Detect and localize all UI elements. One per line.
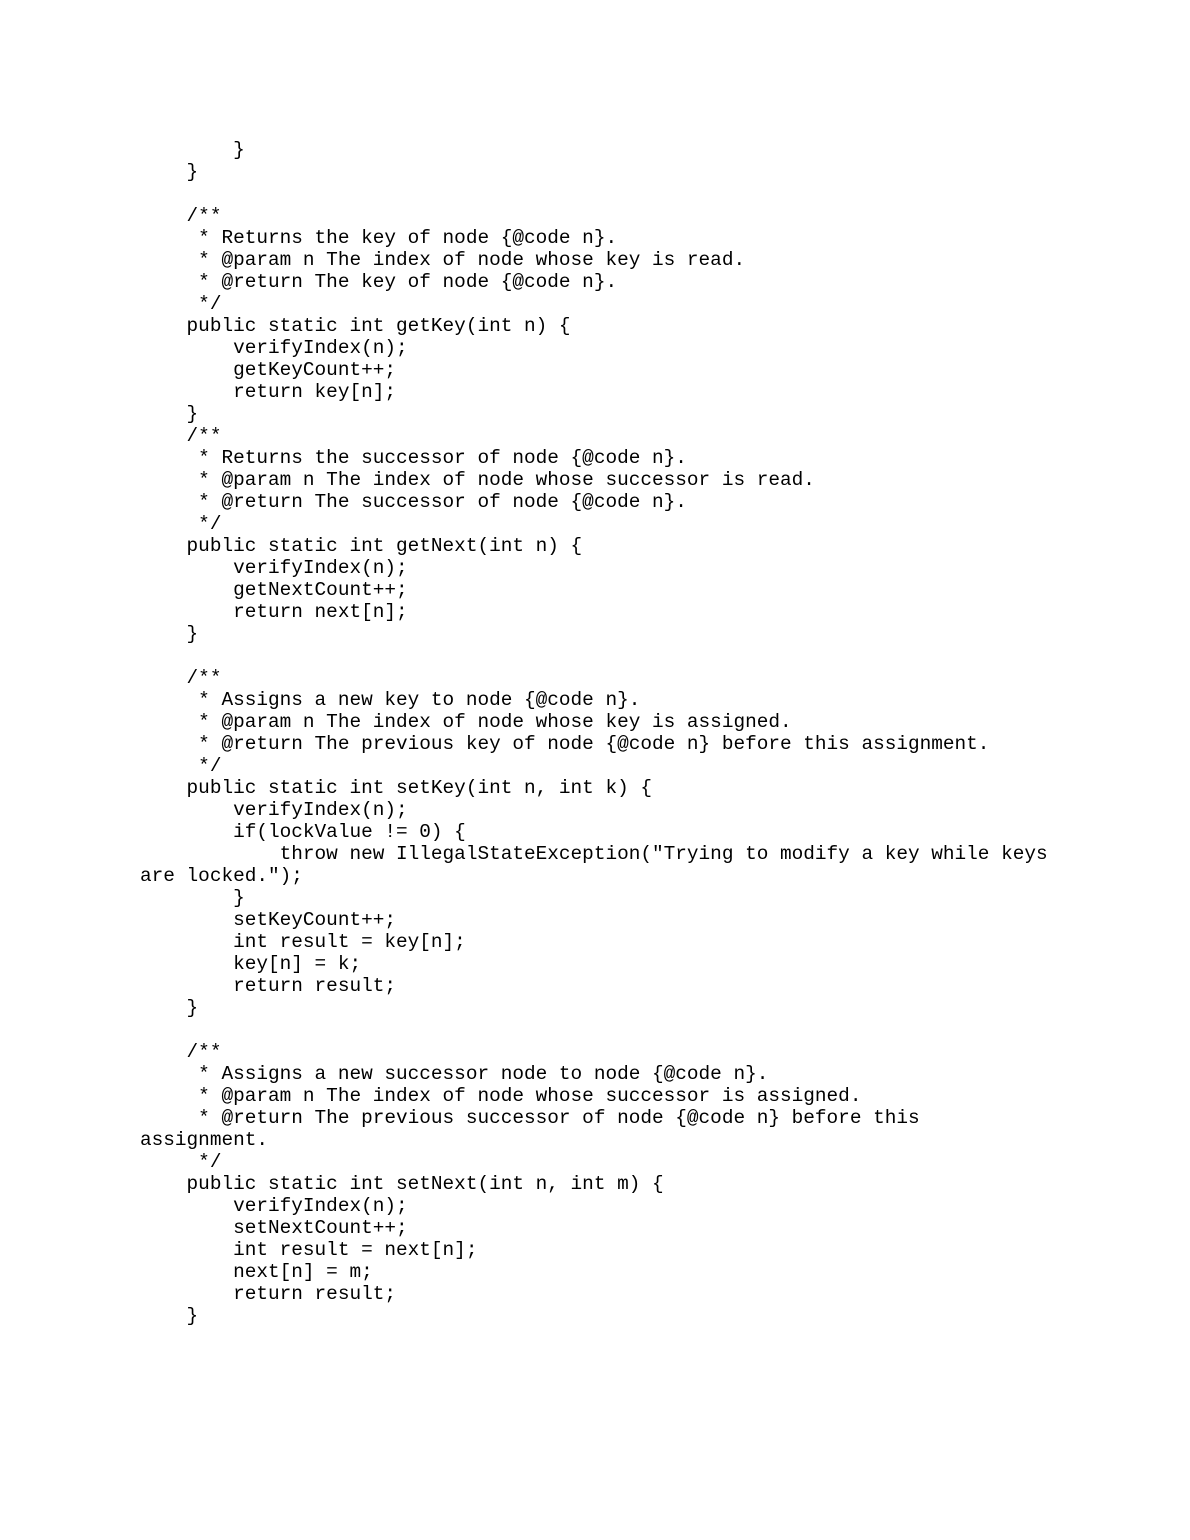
code-line: if(lockValue != 0) { (140, 821, 466, 843)
code-line: verifyIndex(n); (140, 557, 408, 579)
code-line: /** (140, 425, 222, 447)
code-line: * @param n The index of node whose successor is read. (140, 469, 815, 491)
code-line: } (140, 403, 199, 425)
code-line: key[n] = k; (140, 953, 362, 975)
code-block (140, 139, 1048, 1327)
code-line: } (140, 887, 245, 909)
code-line: * Returns the key of node {@code n}. (140, 227, 618, 249)
code-line: * @return The previous successor of node {@code n} before this (140, 1107, 920, 1129)
code-line: } (140, 997, 199, 1019)
code-line (140, 645, 1048, 667)
code-line (140, 1019, 1048, 1041)
code-line: * @param n The index of node whose key is read. (140, 249, 746, 271)
code-line: * @param n The index of node whose key is assigned. (140, 711, 792, 733)
code-line: */ (140, 1151, 222, 1173)
code-line: public static int getKey(int n) { (140, 315, 571, 337)
code-line: } (140, 161, 199, 183)
code-line: * @param n The index of node whose successor is assigned. (140, 1085, 862, 1107)
code-line: * Assigns a new key to node {@code n}. (140, 689, 641, 711)
code-line: } (140, 139, 245, 161)
code-line: return next[n]; (140, 601, 408, 623)
code-line: assignment. (140, 1129, 268, 1151)
code-line: */ (140, 293, 222, 315)
code-line: * @return The previous key of node {@code n} before this assignment. (140, 733, 990, 755)
code-line: * Assigns a new successor node to node {@code n}. (140, 1063, 769, 1085)
code-line: } (140, 1305, 199, 1327)
code-line: */ (140, 513, 222, 535)
code-line: are locked."); (140, 865, 303, 887)
code-line: return result; (140, 975, 396, 997)
code-line: * @return The successor of node {@code n}. (140, 491, 687, 513)
code-line: public static int setKey(int n, int k) { (140, 777, 652, 799)
code-line: next[n] = m; (140, 1261, 373, 1283)
code-line: throw new IllegalStateException("Trying to modify a key while keys (140, 843, 1048, 865)
code-line: */ (140, 755, 222, 777)
code-line: getKeyCount++; (140, 359, 396, 381)
code-line: } (140, 623, 199, 645)
code-line: return result; (140, 1283, 396, 1305)
code-line: verifyIndex(n); (140, 1195, 408, 1217)
code-line: verifyIndex(n); (140, 337, 408, 359)
code-line: public static int setNext(int n, int m) { (140, 1173, 664, 1195)
code-line: setKeyCount++; (140, 909, 396, 931)
code-line: getNextCount++; (140, 579, 408, 601)
code-line: int result = next[n]; (140, 1239, 478, 1261)
code-line: return key[n]; (140, 381, 396, 403)
code-line: /** (140, 1041, 222, 1063)
code-line: int result = key[n]; (140, 931, 466, 953)
code-line: verifyIndex(n); (140, 799, 408, 821)
code-line: public static int getNext(int n) { (140, 535, 583, 557)
code-line: setNextCount++; (140, 1217, 408, 1239)
code-line: * Returns the successor of node {@code n}. (140, 447, 687, 469)
code-line (140, 183, 1048, 205)
code-line: /** (140, 205, 222, 227)
code-line: * @return The key of node {@code n}. (140, 271, 618, 293)
code-line: /** (140, 667, 222, 689)
